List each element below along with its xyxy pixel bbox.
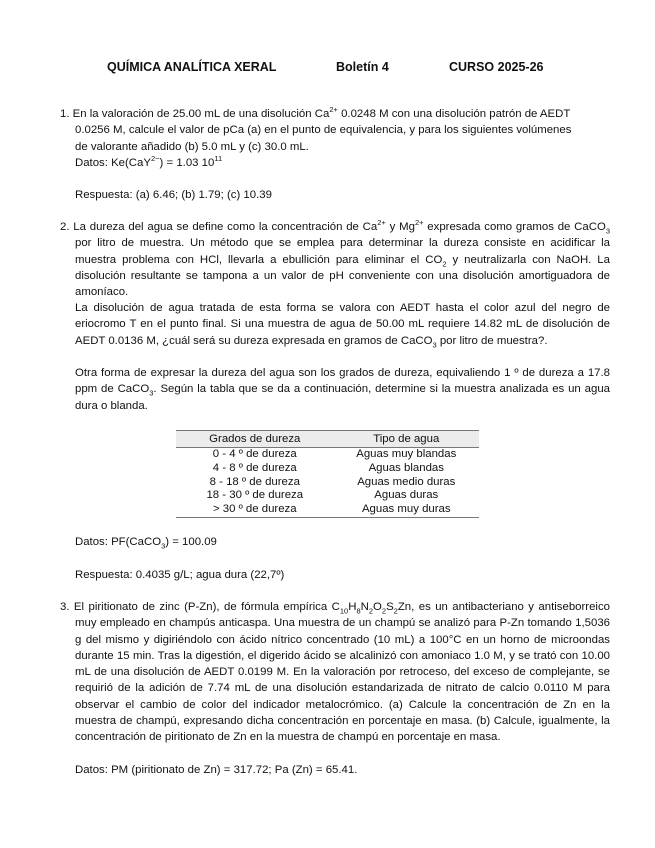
- problem-2-paragraph-1: 2. La dureza del agua se define como la concentración de $Ca^{2+}$ y $Mg^{2+}$ expresada como gramos de CaCO$_3$ por litro de muestra. Un método que se emplea para determinar la dureza consiste en acidificar la muestra problema con HCl, llevarla a ebullición para eliminar el $CO_2$ y neutralizarla con NaOH. La disolución resultante se tampona a un valor de pH conveniente con una disolución amortiguadora de amoníaco.: [60, 218, 611, 299]
- subject-title: QUÍMICA ANALÍTICA XERAL: [107, 60, 277, 74]
- page-header: [0, 60, 655, 78]
- table-cell-grados: 0 - 4 º de dureza: [212, 448, 297, 460]
- problem-2-answer: Respuesta: 0.4035 g/L; agua dura (22,7º): [75, 569, 285, 581]
- problem-1-line-1: 1. En la valoración de 25.00 mL de una disolución $Ca^{2+}$ 0.0248 M con una disolución patrón de AEDT: [60, 105, 571, 120]
- table-row: [176, 448, 479, 462]
- course-title: CURSO 2025-26: [449, 60, 544, 74]
- table-cell-tipo: Aguas blandas: [368, 461, 444, 474]
- table-cell-tipo: Aguas medio duras: [357, 475, 456, 488]
- problem-2-paragraph-2: La disolución de agua tratada de esta forma se valora con AEDT hasta el color azul del negro de eriocromo T en el punto final. Si una muestra de agua de 50.00 mL requiere 14.82 mL de disolución de AEDT 0.0136 M, ¿cuál será su dureza expresada en gramos de CaCO$_3$ por litro de muestra?.: [75, 302, 610, 349]
- problem-1-datos: Datos: Ke(CaY$^{2-}$) = 1.03 $10^{11}$: [75, 154, 223, 169]
- problem-1: [60, 106, 595, 203]
- table-row: [176, 489, 479, 503]
- problem-3-datos: Datos: PM (piritionato de Zn) = 317.72; Pa (Zn) = 65.41.: [75, 764, 358, 776]
- problem-2-paragraph-3: Otra forma de expresar la dureza del agua son los grados de dureza, equivaliendo 1 º de dureza a 17.8 ppm de CaCO$_3$. Según la tabla que se da a continuación, determine si la muestra analizada es un agua dura o blanda.: [75, 367, 610, 412]
- table-cell-grados: 4 - 8 º de dureza: [212, 461, 297, 474]
- table-cell-tipo: Aguas muy blandas: [356, 448, 457, 460]
- table-cell-grados: > 30 º de dureza: [176, 503, 334, 517]
- hardness-table: [176, 430, 479, 518]
- problem-1-line-2: 0.0256 M, calcule el valor de pCa (a) en el punto de equivalencia, y para los siguientes volúmenes: [75, 124, 572, 137]
- table-header-row: [176, 431, 479, 448]
- table-header-tipo: Tipo de agua: [334, 431, 479, 448]
- problem-1-line-3: de valorante añadido (b) 5.0 mL y (c) 30.0 mL.: [75, 140, 309, 153]
- table-header-grados: Grados de dureza: [176, 431, 334, 448]
- problem-2-datos: Datos: PF(CaCO$_3$) = 100.09: [75, 536, 217, 551]
- bulletin-title: Boletín 4: [336, 60, 389, 74]
- table-cell-tipo: Aguas duras: [374, 489, 439, 502]
- table-row: [176, 503, 479, 517]
- table-row: [176, 476, 479, 490]
- table-cell-grados: 8 - 18 º de dureza: [209, 475, 300, 488]
- problem-3-paragraph: 3. El piritionato de zinc (P-Zn), de fórmula empírica $C_{10}H_8N_2O_2S_2Zn$, es un antibacteriano y antiseborreico muy empleado en champús anticaspa. Una muestra de un champú se analizó para P-Zn tomando 1,5036 g del mismo y digiriéndolo con ácido nítrico concentrado (10 mL) a 100°C en un horno de microondas durante 15 min. Tras la digestión, el digerido ácido se alcalinizó con amoniaco 1.0 M, y se trató con 10.00 mL de una disolución de AEDT 0.0199 M. En la valoración por retroceso, del exceso de complejante, se requirió de la adición de 7.74 mL de una disolución estandarizada de nitrato de calcio 0.0110 M para observar el cambio de color del indicador metalocrómico. (a) Calcule la concentración de Zn en la muestra de champú, expresando dicha concentración en porcentaje en masa. (b) Calcule, igualmente, la concentración de piritionato de Zn en la muestra de champú en porcentaje en masa.: [60, 601, 610, 744]
- table-cell-grados: 18 - 30 º de dureza: [206, 489, 304, 502]
- table-row: [176, 462, 479, 476]
- problem-1-answer: Respuesta: (a) 6.46; (b) 1.79; (c) 10.39: [75, 189, 272, 202]
- table-cell-tipo: Aguas muy duras: [334, 503, 479, 517]
